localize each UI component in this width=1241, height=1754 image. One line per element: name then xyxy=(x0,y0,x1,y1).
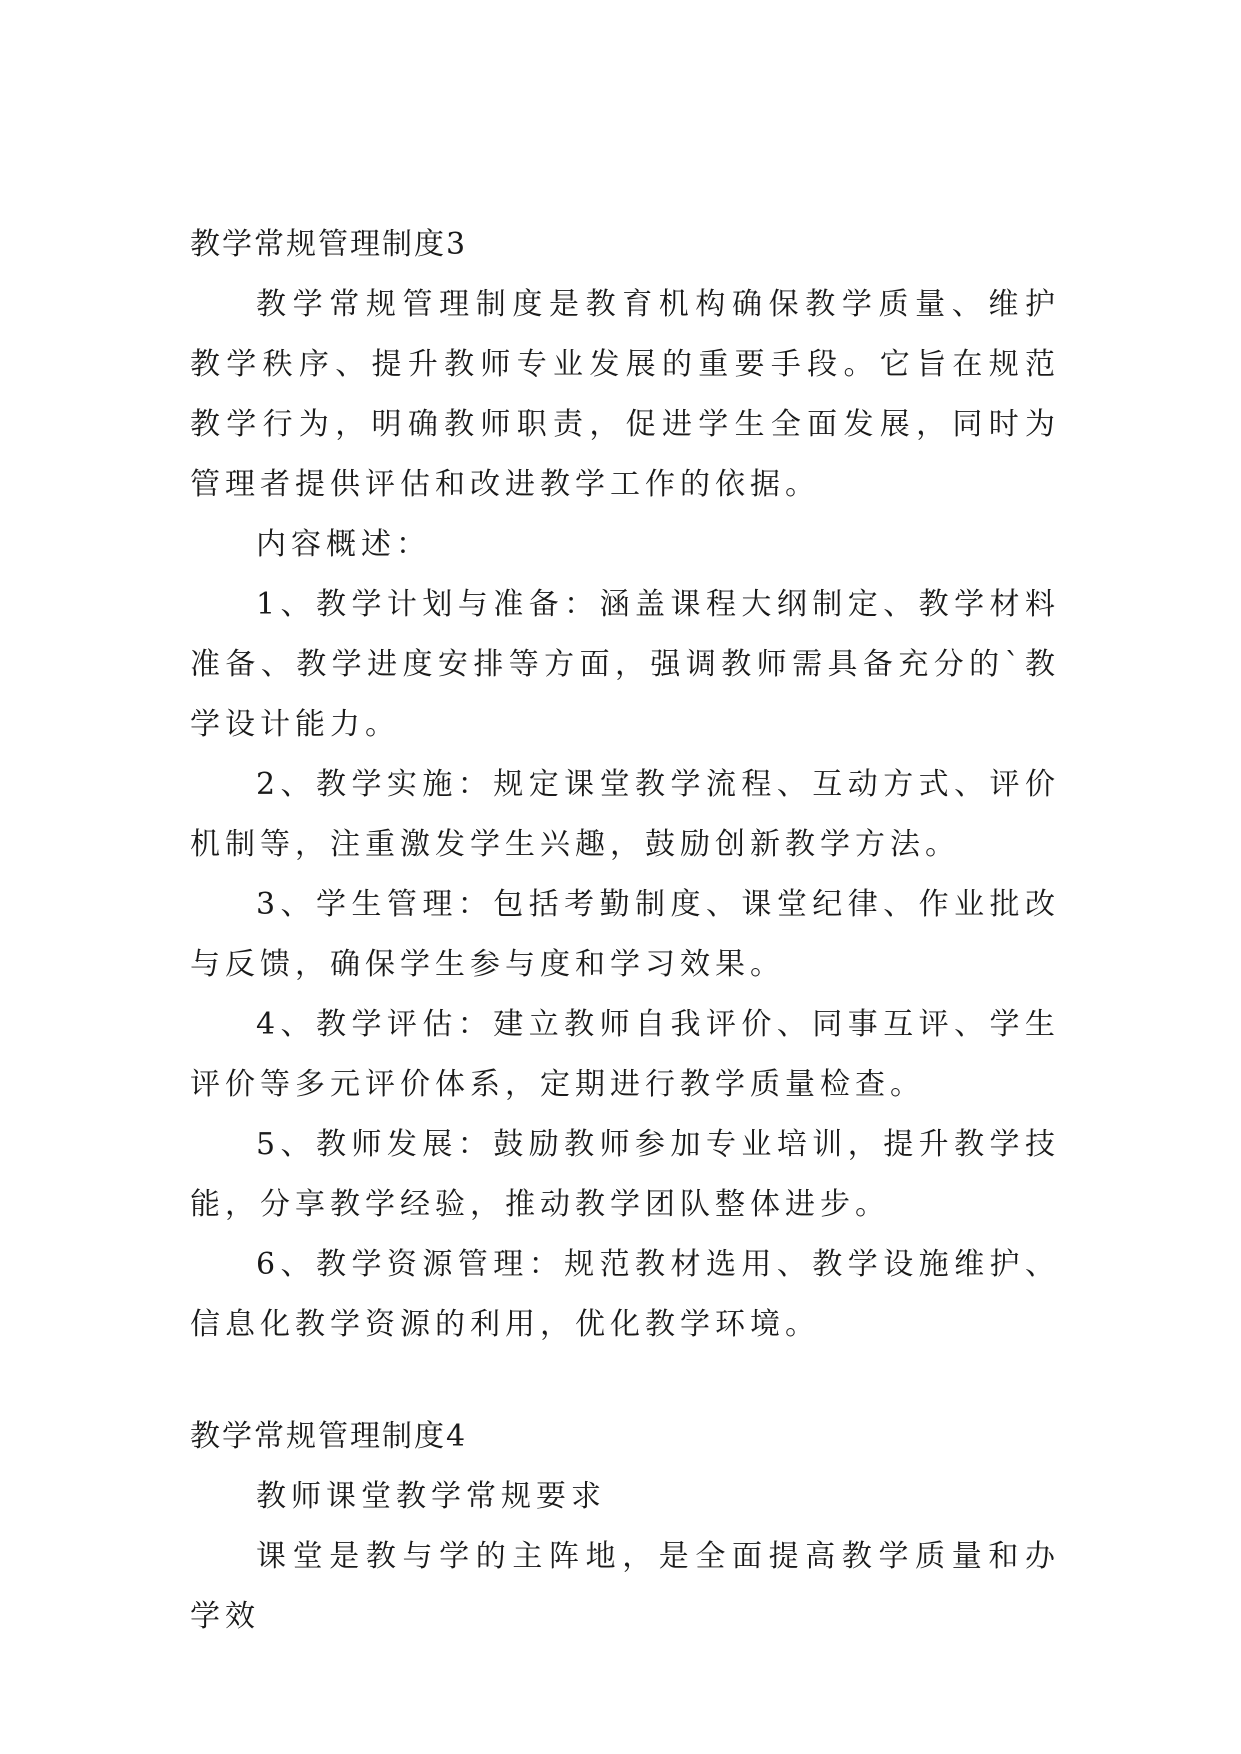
document-page xyxy=(190,215,1060,1647)
section-3 xyxy=(190,215,1060,1355)
list-item-2: 2、教学实施：规定课堂教学流程、互动方式、评价机制等，注重激发学生兴趣，鼓励创新教学方法。 xyxy=(190,767,1060,862)
section-4 xyxy=(190,1407,1060,1647)
section-title: 教学常规管理制度3 xyxy=(190,227,468,262)
list-item-6: 6、教学资源管理：规范教材选用、教学设施维护、信息化教学资源的利用，优化教学环境。 xyxy=(190,1247,1060,1342)
section-divider-space xyxy=(190,1355,1060,1407)
list-item-4: 4、教学评估：建立教师自我评价、同事互评、学生评价等多元评价体系，定期进行教学质量检查。 xyxy=(190,1007,1060,1102)
list-item-3: 3、学生管理：包括考勤制度、课堂纪律、作业批改与反馈，确保学生参与度和学习效果。 xyxy=(190,887,1060,982)
section-title: 教学常规管理制度4 xyxy=(190,1419,468,1454)
subheading: 教师课堂教学常规要求 xyxy=(256,1479,606,1514)
paragraph-intro: 教学常规管理制度是教育机构确保教学质量、维护教学秩序、提升教师专业发展的重要手段。它旨在规范教学行为，明确教师职责，促进学生全面发展，同时为管理者提供评估和改进教学工作的依据。 xyxy=(190,287,1060,502)
paragraph-overview-label: 内容概述： xyxy=(256,527,431,562)
list-item-1: 1、教学计划与准备：涵盖课程大纲制定、教学材料准备、教学进度安排等方面，强调教师需具备充分的`教学设计能力。 xyxy=(190,587,1060,742)
list-item-5: 5、教师发展：鼓励教师参加专业培训，提升教学技能，分享教学经验，推动教学团队整体进步。 xyxy=(190,1127,1060,1222)
paragraph-body: 课堂是教与学的主阵地，是全面提高教学质量和办学效 xyxy=(190,1539,1060,1634)
